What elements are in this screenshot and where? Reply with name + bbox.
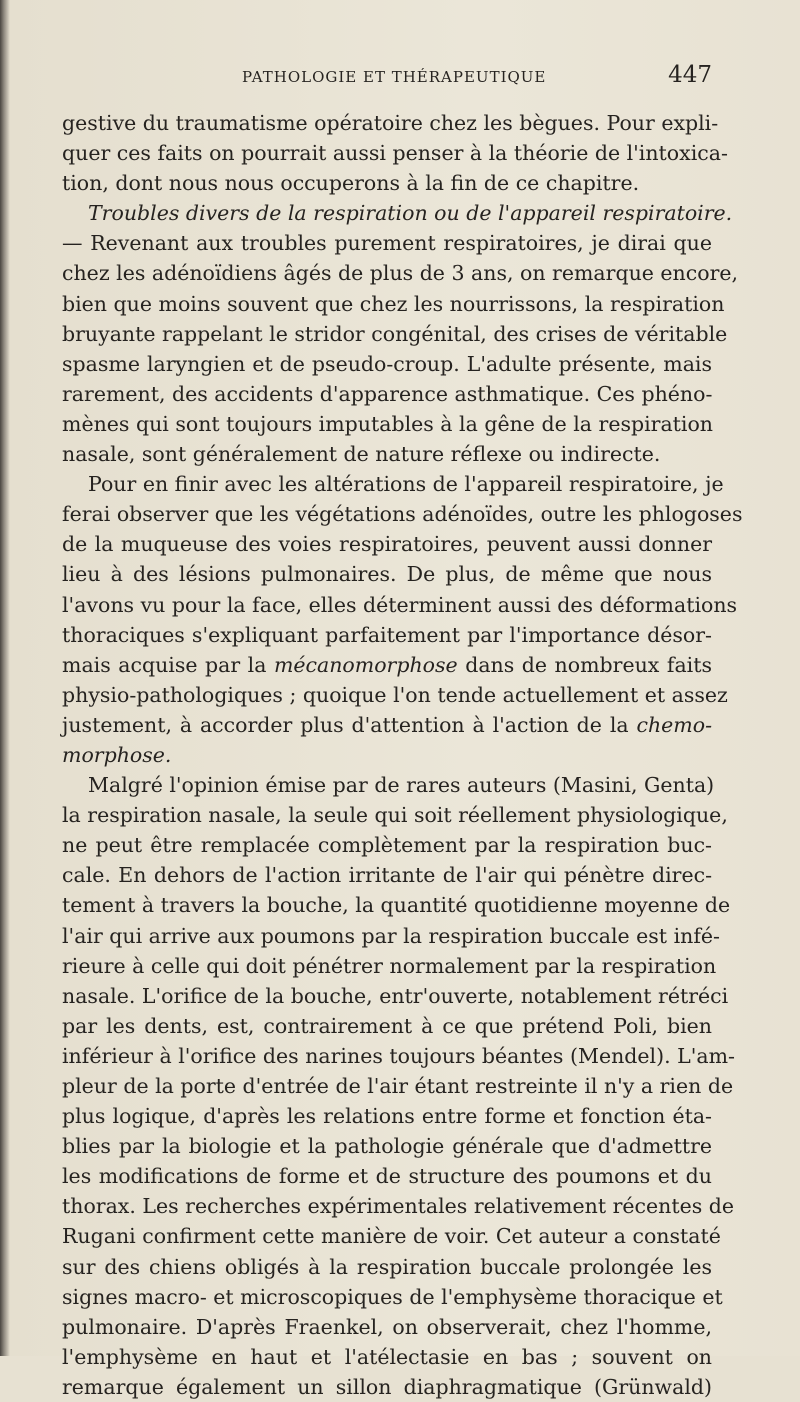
text-line: les modifications de forme et de structure des poumons et du bbox=[62, 1164, 712, 1189]
text-line: par les dents, est, contrairement à ce que prétend Poli, bien bbox=[62, 1013, 712, 1038]
text-line: blies par la biologie et la pathologie générale que d'admettre bbox=[62, 1134, 712, 1159]
text-line: chez les adénoïdiens âgés de plus de 3 ans, on remarque encore, bbox=[62, 261, 739, 286]
text-line: l'air qui arrive aux poumons par la respiration buccale est infé- bbox=[62, 923, 720, 948]
page-number: 447 bbox=[668, 62, 712, 88]
text-line: bruyante rappelant le stridor congénital, des crises de véritable bbox=[62, 321, 728, 346]
text-line: signes macro- et microscopiques de l'emphysème thoracique et bbox=[62, 1284, 723, 1309]
text-line: lieu à des lésions pulmonaires. De plus, de même que nous bbox=[62, 562, 712, 587]
italic-term: chemo- bbox=[636, 712, 712, 737]
text-line: Pour en finir avec les altérations de l'appareil respiratoire, je bbox=[88, 472, 724, 497]
text-line: tement à travers la bouche, la quantité quotidienne moyenne de bbox=[62, 893, 731, 918]
text-line: mènes qui sont toujours imputables à la gêne de la respiration bbox=[62, 411, 714, 436]
text-line: l'emphysème en haut et l'atélectasie en bas ; souvent on bbox=[62, 1344, 712, 1369]
text-line: tion, dont nous nous occuperons à la fin de ce chapitre. bbox=[62, 171, 640, 196]
text-line: nasale. L'orifice de la bouche, entr'ouverte, notablement rétréci bbox=[62, 983, 729, 1008]
text-line: la respiration nasale, la seule qui soit réellement physiologique, bbox=[62, 803, 728, 828]
text-line: — Revenant aux troubles purement respiratoires, je dirai que bbox=[62, 231, 712, 256]
text-line: gestive du traumatisme opératoire chez les bègues. Pour expli- bbox=[62, 111, 719, 135]
text-line: pleur de la porte d'entrée de l'air étant restreinte il n'y a rien de bbox=[62, 1074, 734, 1098]
text-line: ne peut être remplacée complètement par la respiration buc- bbox=[62, 833, 712, 858]
text-line: l'avons vu pour la face, elles déterminent aussi des déformations bbox=[62, 592, 738, 617]
text-line: thoraciques s'expliquant parfaitement par l'importance désor- bbox=[62, 622, 712, 647]
italic-term: morphose. bbox=[62, 742, 172, 767]
text-line: plus logique, d'après les relations entre forme et fonction éta- bbox=[62, 1104, 712, 1129]
text-line: cale. En dehors de l'action irritante de l'air qui pénètre direc- bbox=[62, 863, 712, 888]
section-heading bbox=[62, 198, 733, 228]
text-line: remarque également un sillon diaphragmatique (Grünwald) bbox=[62, 1374, 712, 1399]
text-line: nasale, sont généralement de nature réflexe ou indirecte. bbox=[62, 442, 661, 467]
section-heading-text: Troubles divers de la respiration ou de l'appareil respiratoire. bbox=[88, 201, 733, 226]
text-line: rieure à celle qui doit pénétrer normalement par la respiration bbox=[62, 953, 717, 978]
page-header bbox=[62, 62, 712, 92]
text-line: mais acquise par la mécanomorphose dans de nombreux faits bbox=[62, 652, 712, 677]
text-line: physio-pathologiques ; quoique l'on tende actuellement et assez bbox=[62, 682, 728, 707]
text-line: justement, à accorder plus d'attention à l'action de la chemo- bbox=[62, 712, 712, 737]
text-line: pulmonaire. D'après Fraenkel, on observerait, chez l'homme, bbox=[62, 1314, 712, 1339]
text-line: Malgré l'opinion émise par de rares auteurs (Masini, Genta) bbox=[88, 773, 715, 798]
text-line: ferai observer que les végétations adénoïdes, outre les phlogoses bbox=[62, 502, 743, 527]
text-line: de la muqueuse des voies respiratoires, peuvent aussi donner bbox=[62, 532, 712, 557]
text-line: spasme laryngien et de pseudo-croup. L'adulte présente, mais bbox=[62, 351, 712, 376]
text-line: inférieur à l'orifice des narines toujours béantes (Mendel). L'am- bbox=[62, 1043, 735, 1068]
text-line bbox=[62, 740, 712, 770]
running-head: PATHOLOGIE ET THÉRAPEUTIQUE bbox=[242, 68, 547, 86]
text-line: thorax. Les recherches expérimentales relativement récentes de bbox=[62, 1194, 734, 1219]
text-line: Rugani confirment cette manière de voir. Cet auteur a constaté bbox=[62, 1224, 721, 1249]
text-line: quer ces faits on pourrait aussi penser à la théorie de l'intoxica- bbox=[62, 141, 728, 166]
body-text bbox=[62, 108, 743, 1402]
italic-term: mécanomorphose bbox=[273, 652, 458, 677]
text-line: bien que moins souvent que chez les nourrissons, la respiration bbox=[62, 291, 725, 316]
text-line: sur des chiens obligés à la respiration buccale prolongée les bbox=[62, 1254, 712, 1279]
text-line: rarement, des accidents d'apparence asthmatique. Ces phéno- bbox=[62, 381, 713, 406]
